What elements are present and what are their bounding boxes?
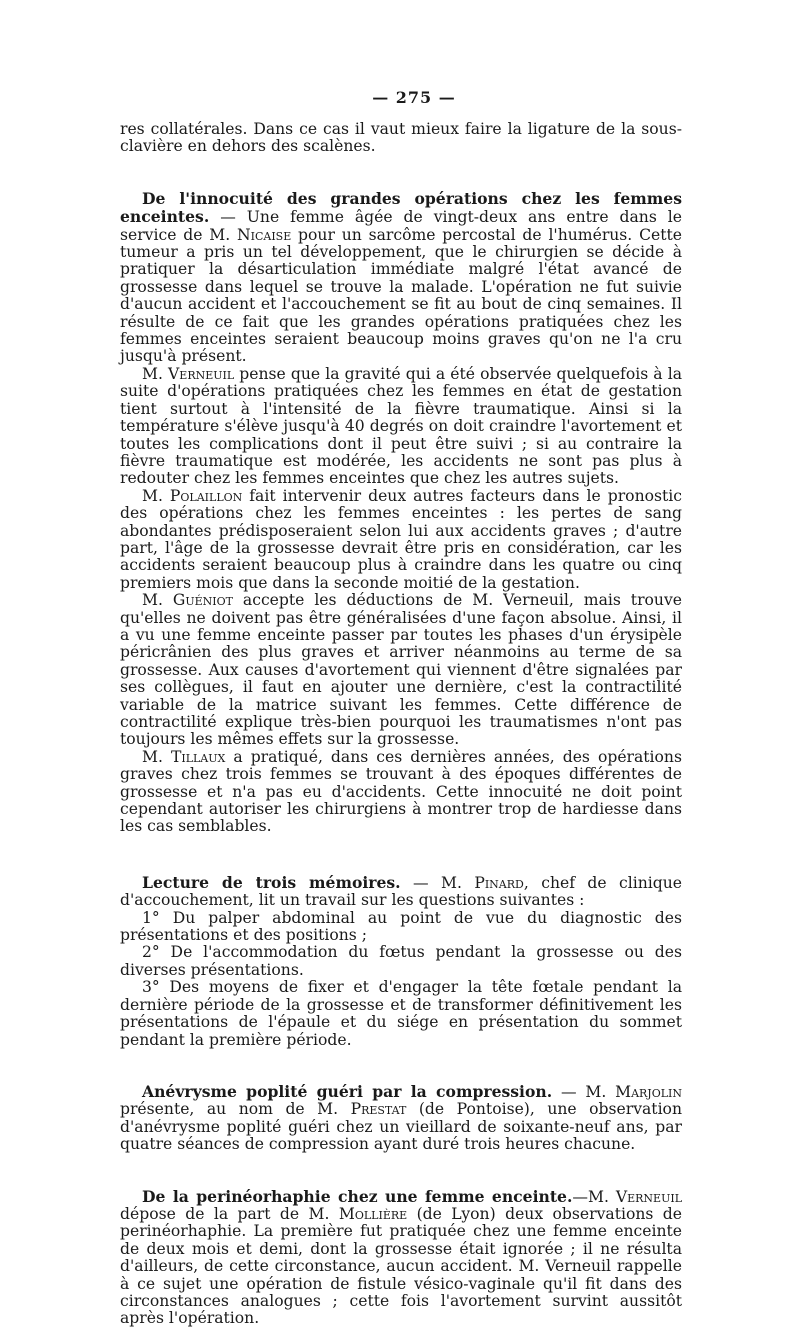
paragraph [120,874,682,910]
spacer [120,1154,682,1188]
text: — M. [552,1082,616,1101]
page-number: — 275 — [372,88,456,107]
section-heading: De l'innocuité des grandes opérations chez les femmes enceintes. [120,188,682,227]
text: dépose de la part de M. [120,1204,339,1223]
text: M. [142,486,170,505]
person-name: Guéniot [172,591,233,610]
paragraph [120,592,682,749]
text: présente, au nom de M. [120,1100,351,1119]
section-innocuite [120,190,682,836]
section-heading: Lecture de trois mémoires. [142,872,401,892]
text: M. [142,591,173,610]
paragraph [120,190,682,366]
text: M. [142,747,171,766]
person-name: Marjolin [615,1082,683,1101]
text: accepte les déductions de M. Verneuil, mais trouve qu'elles ne doivent pas être généralisées d'une façon absolue. Ainsi, il a vu une femme enceinte passer par toutes les phases d'un érysipèle péricrânien des plus graves et arriver néanmoins au terme de sa grossesse. Aux causes d'avortement qui viennent d'être signalées par ses collègues, il faut en ajouter une dernière, c'est la contractilité variable de la matrice suivant les femmes. Cette différence de contractilité explique très-bien pourquoi les traumatismes n'ont pas toujours les mêmes effets sur la grossesse. [120,591,682,749]
section-heading: Anévrysme poplité guéri par la compression. [142,1081,553,1101]
paragraph [120,1188,682,1328]
person-name: Tillaux [170,747,226,766]
list-item: 3° Des moyens de fixer et d'engager la tête fœtale pendant la dernière période de la grossesse et de transformer définitivement les présentations de l'épaule et du siége en présentation du sommet pendant la première période. [120,978,682,1049]
person-name: Polaillon [169,486,243,505]
paragraph [120,366,682,488]
person-name: Nicaise [236,225,292,244]
paragraph [120,488,682,592]
section-lecture [120,874,682,1049]
text: fait intervenir deux autres facteurs dans le pronostic des opérations chez les femmes enceintes : les pertes de sang abondantes prédisposeraient selon lui aux accidents graves ; d'autre part, l'âge de la grossesse devrait être pris en considération, car les accidents seraient beaucoup plus à craindre dans les quatre ou cinq premiers mois que dans la seconde moitié de la gestation. [120,486,682,592]
text: —M. [572,1187,616,1206]
text: — M. [400,873,475,892]
paragraph [120,1083,682,1154]
spacer [120,1049,682,1083]
text: (de Pontoise), une observation d'anévrysme poplité guéri chez un vieillard de soixante-neuf ans, par quatre séances de compression ayant duré trois heures chacune. [120,1100,682,1154]
paragraph [120,749,682,836]
list-item: 1° Du palper abdominal au point de vue du diagnostic des présentations et des positions ; [120,908,682,945]
person-name: Pinard [474,873,524,892]
text: (de Lyon) deux observations de perinéorhaphie. La première fut pratiquée chez une femme enceinte de deux mois et demi, dont la grossesse était ignorée ; il ne résulta d'ailleurs, de cette circonstance, aucun accident. M. Verneuil rappelle à ce sujet une opération de fistule vésico-vaginale qu'il fit dans des circonstances analogues ; cette fois l'avortement survint aussitôt après l'opération. [120,1204,683,1328]
text: a pratiqué, dans ces dernières années, des opérations graves chez trois femmes se trouvant à des époques différentes de grossesse et n'a pas eu d'accidents. Cette innocuité ne doit point cependant autoriser les chirurgiens à montrer trop de hardiesse dans les cas semblables. [120,747,682,836]
person-name: Mollière [338,1204,408,1223]
person-name: Prestat [350,1100,407,1119]
person-name: Verneuil [615,1187,682,1206]
text: , chef de clinique d'accouchement, lit un travail sur les questions suivantes : [120,873,682,910]
section-heading: De la perinéorhaphie chez une femme enceinte. [142,1186,573,1206]
person-name: Verneuil [168,364,235,383]
intro-paragraph: res collatérales. Dans ce cas il vaut mieux faire la ligature de la sous-clavière en dehors des scalènes. [120,120,682,156]
text: M. [142,364,169,383]
text: pense que la gravité qui a été observée quelquefois à la suite d'opérations pratiquées chez les femmes en état de gestation tient surtout à l'intensité de la fièvre traumatique. Ainsi si la température s'élève jusqu'à 40 degrés on doit craindre l'avortement et toutes les complications dont il peut être suivi ; si au contraire la fièvre traumatique est modérée, les accidents ne sont pas plus à redouter chez les femmes enceintes que chez les autres sujets. [120,364,682,488]
section-anevrysme [120,1083,682,1154]
spacer [120,156,682,190]
text: pour un sarcôme percostal de l'humérus. Cette tumeur a pris un tel développement, que le chirurgien se décide à pratiquer la désarticulation immédiate malgré l'état avancé de grossesse dans lequel se trouve la malade. L'opération ne fut suivie d'aucun accident et l'accouchement se fit au bout de cinq semaines. Il résulte de ce fait que les grandes opérations pratiquées chez les femmes enceintes seraient beaucoup moins graves qu'on ne l'a cru jusqu'à présent. [120,225,682,366]
section-perineorhaphie [120,1188,682,1328]
list-item: 2° De l'accommodation du fœtus pendant la grossesse ou des diverses présentations. [120,943,682,979]
spacer [120,836,682,874]
text: — Une femme âgée de vingt-deux ans entre dans le service de M. [120,208,682,244]
